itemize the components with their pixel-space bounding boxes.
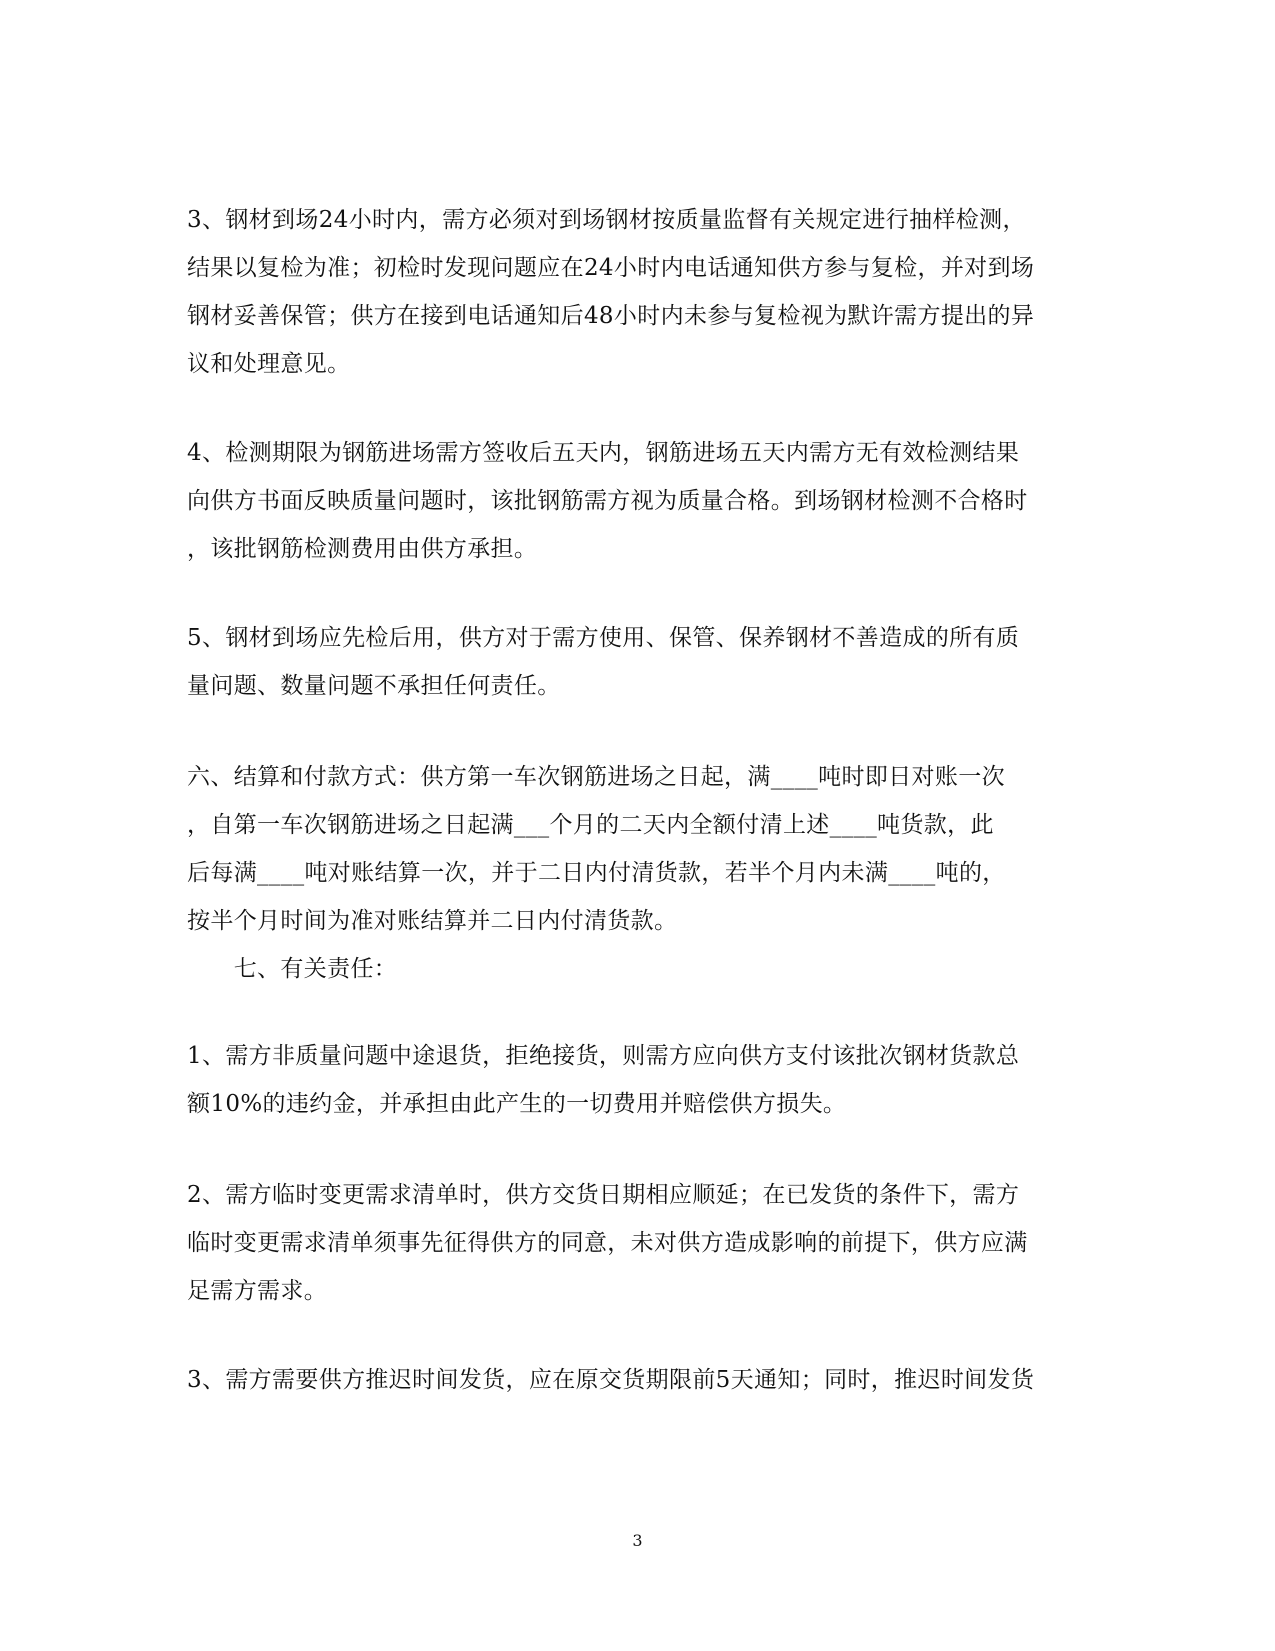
clause-5-paragraph [187,614,1087,710]
text-line: 3、需方需要供方推迟时间发货，应在原交货期限前5天通知；同时，推迟时间发货 [187,1367,1035,1393]
text-line: 1、需方非质量问题中途退货，拒绝接货，则需方应向供方支付该批次钢材货款总 [187,1043,1020,1069]
text-line: 钢材妥善保管；供方在接到电话通知后48小时内未参与复检视为默许需方提出的异 [187,303,1035,329]
text-line: 3、钢材到场24小时内，需方必须对到场钢材按质量监督有关规定进行抽样检测， [187,207,1026,233]
text-line: 结果以复检为准；初检时发现问题应在24小时内电话通知供方参与复检，并对到场 [187,255,1035,281]
text-line: 足需方需求。 [187,1278,328,1304]
text-line: 额10%的违约金，并承担由此产生的一切费用并赔偿供方损失。 [187,1091,847,1117]
page-number: 3 [632,1531,643,1550]
liability-2-paragraph [187,1171,1087,1315]
liability-1-paragraph [187,1032,1087,1128]
text-line: 六、结算和付款方式：供方第一车次钢筋进场之日起，满____吨时即日对账一次 [187,764,1005,790]
clause-3-paragraph [187,196,1087,388]
text-line: ，该批钢筋检测费用由供方承担。 [187,536,538,562]
settlement-section [187,753,1087,993]
liability-3-paragraph [187,1356,1087,1404]
text-line: 按半个月时间为准对账结算并二日内付清货款。 [187,908,678,934]
text-line: 临时变更需求清单须事先征得供方的同意，未对供方造成影响的前提下，供方应满 [187,1230,1028,1256]
text-line: 5、钢材到场应先检后用，供方对于需方使用、保管、保养钢材不善造成的所有质 [187,625,1020,651]
text-line: 后每满____吨对账结算一次，并于二日内付清货款，若半个月内未满____吨的， [187,860,1006,886]
text-line: 2、需方临时变更需求清单时，供方交货日期相应顺延；在已发货的条件下，需方 [187,1182,1020,1208]
section-heading: 七、有关责任： [187,956,398,982]
text-line: 议和处理意见。 [187,351,351,377]
text-line: 量问题、数量问题不承担任何责任。 [187,673,561,699]
text-line: ，自第一车次钢筋进场之日起满___个月的二天内全额付清上述____吨货款，此 [187,812,994,838]
text-line: 向供方书面反映质量问题时，该批钢筋需方视为质量合格。到场钢材检测不合格时 [187,488,1028,514]
text-line: 4、检测期限为钢筋进场需方签收后五天内，钢筋进场五天内需方无有效检测结果 [187,440,1020,466]
clause-4-paragraph [187,429,1087,573]
